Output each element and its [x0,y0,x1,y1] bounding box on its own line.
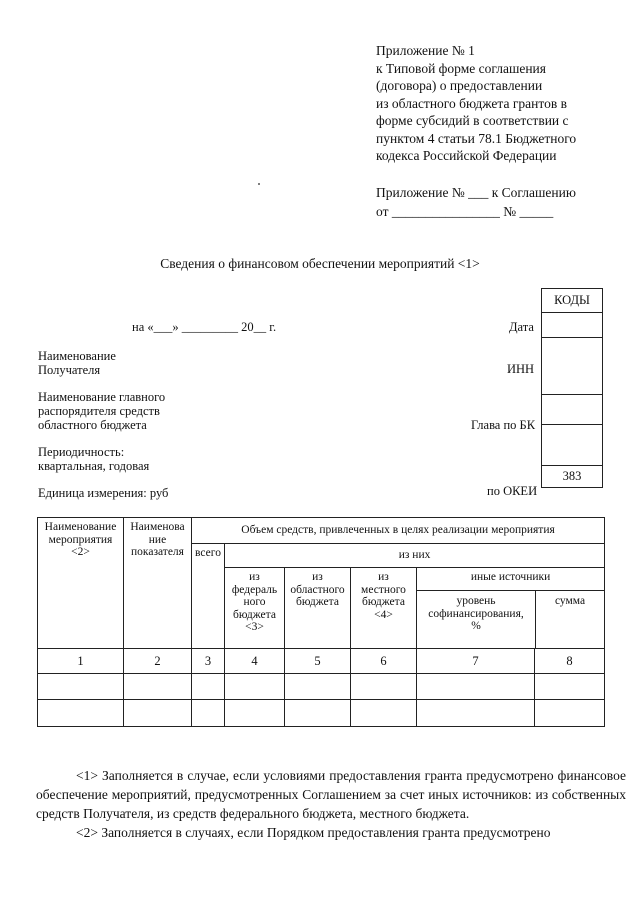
table-cell[interactable] [417,674,535,700]
appendix-line: кодекса Российской Федерации [376,148,557,163]
code-cell-bk[interactable] [542,395,603,425]
table-cell[interactable] [38,674,124,700]
table-cell[interactable] [192,674,225,700]
header-of-which: из них [225,544,605,568]
okei-code-label: по ОКЕИ [487,484,538,498]
appendix-line: Приложение № 1 [376,43,475,58]
header-federal: из федераль ного бюджета <3> [225,568,285,649]
date-code-label: Дата [509,320,534,334]
header-total: всего [192,544,225,649]
col-number: 6 [351,649,417,674]
table-row [38,700,605,727]
appendix-line: (договора) о предоставлении [376,78,543,93]
table-cell[interactable] [535,700,605,727]
appendix-line: к Типовой форме соглашения [376,60,546,76]
header-funds-group: Объем средств, привлеченных в целях реализации мероприятия [192,518,605,544]
stray-dot [258,183,260,185]
col-number: 5 [285,649,351,674]
agreement-line: Приложение № ___ к Соглашению [376,185,576,200]
table-row [38,674,605,700]
document-title: Сведения о финансовом обеспечении мероприятий <1> [160,256,480,271]
appendix-line: пунктом 4 статьи 78.1 Бюджетного [376,130,577,146]
header-regional: из областного бюджета [285,568,351,649]
manager-label: Наименование главного распорядителя средств областного бюджета [38,390,166,432]
table-cell[interactable] [192,700,225,727]
header-sum: сумма [554,595,586,607]
periodicity-label: Периодичность: квартальная, годовая [38,445,150,473]
header-local: из местного бюджета <4> [351,568,417,649]
col-number: 7 [417,649,535,674]
table-cell[interactable] [124,700,192,727]
table-cell[interactable] [535,674,605,700]
agreement-reference [376,183,626,221]
table-cell[interactable] [285,674,351,700]
bk-code-label: Глава по БК [471,418,536,432]
footnote-1: <1> Заполняется в случае, если условиями предоставления гранта предусмотрено финансовое обеспечение мероприятий, предусмотренных Соглашением за счет иных источников: из собственных средств Получателя, из средств федерального бюджета, местного бюджета. [36,768,626,821]
header-cofinancing: уровень софинансирования, % [417,591,536,648]
table-cell[interactable] [285,700,351,727]
appendix-line: из областного бюджета грантов в [376,95,567,111]
code-cell-inn[interactable] [542,338,603,395]
table-cell[interactable] [225,700,285,727]
header-other-sources [417,568,605,649]
col-number: 8 [535,649,605,674]
inn-code-label: ИНН [507,362,535,376]
financing-table [37,517,605,727]
footnotes [36,766,626,842]
table-cell[interactable] [351,700,417,727]
header-other-label: иные источники [417,568,604,591]
header-indicator-name: Наименова ние показателя [124,518,192,649]
table-cell[interactable] [38,700,124,727]
recipient-label: Наименование Получателя [38,349,116,377]
codes-table [541,288,603,488]
date-line: на «___» _________ 20__ г. [132,320,277,334]
appendix-line: форме субсидий в соответствии с [376,113,569,128]
unit-label: Единица измерения: руб [38,486,169,500]
footnote-2: <2> Заполняется в случаях, если Порядком предоставления гранта предусмотрено [76,825,551,840]
col-number: 4 [225,649,285,674]
col-number: 3 [192,649,225,674]
col-number: 1 [38,649,124,674]
table-cell[interactable] [124,674,192,700]
appendix-header [376,42,626,165]
table-cell[interactable] [417,700,535,727]
agreement-line: от ________________ № _____ [376,204,554,219]
header-activity-name: Наименование мероприятия <2> [38,518,124,649]
table-cell[interactable] [225,674,285,700]
code-cell-date[interactable] [542,313,603,338]
code-cell-okei: 383 [542,466,603,488]
codes-header: КОДЫ [542,289,603,313]
col-number: 2 [124,649,192,674]
code-cell-periodicity[interactable] [542,425,603,466]
table-cell[interactable] [351,674,417,700]
